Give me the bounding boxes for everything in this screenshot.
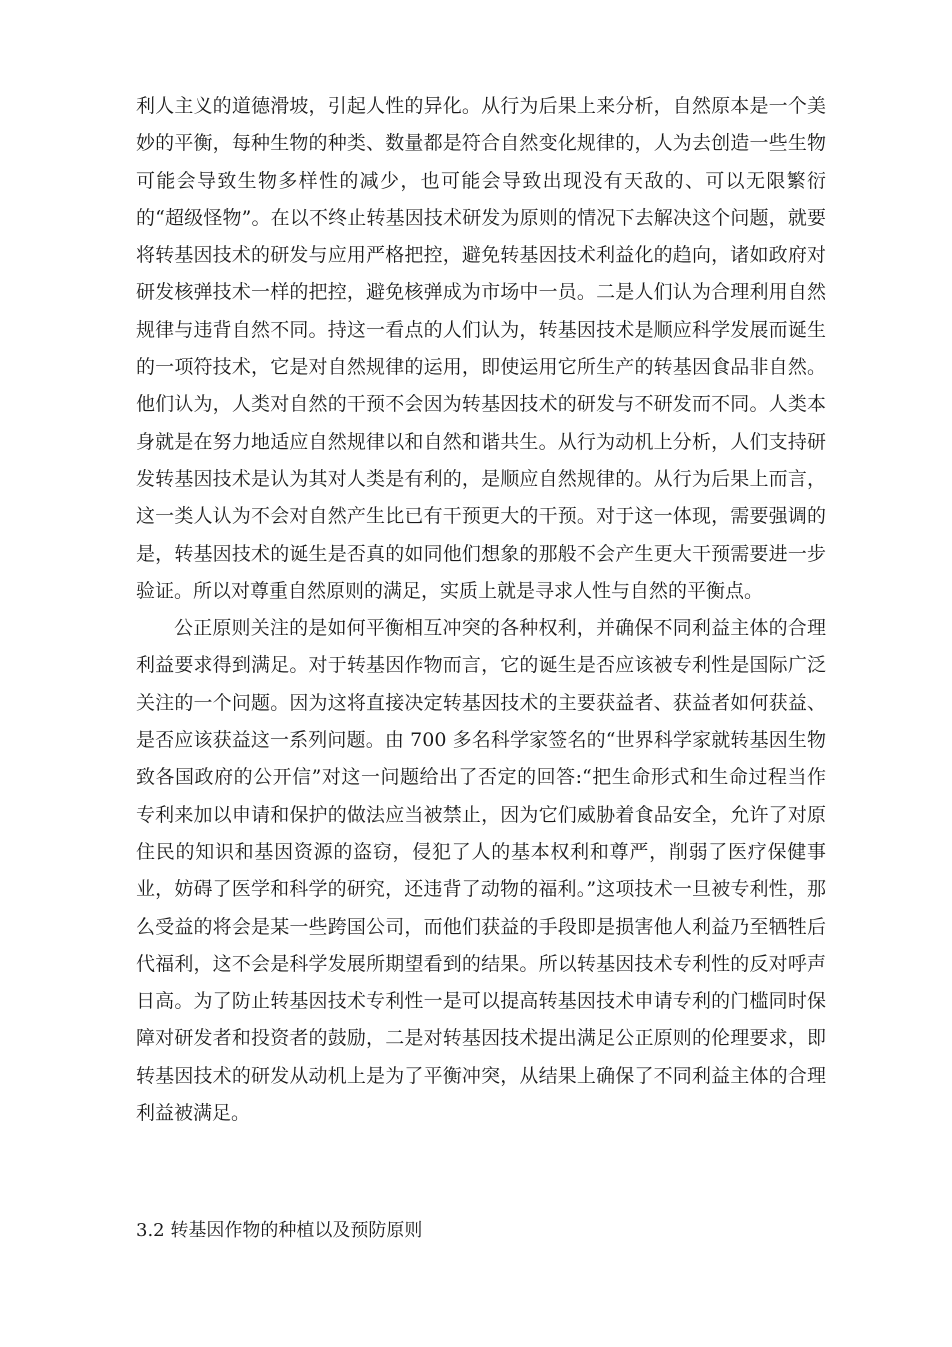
section-heading: 3.2 转基因作物的种植以及预防原则 xyxy=(136,1220,423,1241)
paragraph-justice-principle: 公正原则关注的是如何平衡相互冲突的各种权利，并确保不同利益主体的合理利益要求得到满足。对于转基因作物而言，它的诞生是否应该被专利性是国际广泛关注的一个问题。因为这将直接决定转基因技术的主要获益者、获益者如何获益、是否应该获益这一系列问题。由 700 多名科学家签名的“世界科学家就转基因生物致各国政府的公开信”对这一问题给出了否定的回答:“把生命形式和生命过程当作专利来加以申请和保护的做法应当被禁止，因为它们威胁着食品安全，允许了对原住民的知识和基因资源的盗窃，侵犯了人的基本权利和尊严，削弱了医疗保健事业，妨碍了医学和科学的研究，还违背了动物的福利。”这项技术一旦被专利性，那么受益的将会是某一些跨国公司，而他们获益的手段即是损害他人利益乃至牺牲后代福利，这不会是科学发展所期望看到的结果。所以转基因技术专利性的反对呼声日高。为了防止转基因技术专利性一是可以提高转基因技术申请专利的门槛同时保障对研发者和投资者的鼓励，二是对转基因技术提出满足公正原则的伦理要求，即转基因技术的研发从动机上是为了平衡冲突，从结果上确保了不同利益主体的合理利益被满足。 xyxy=(136,617,826,1125)
paragraph-respect-nature: 利人主义的道德滑坡，引起人性的异化。从行为后果上来分析，自然原本是一个美妙的平衡，每种生物的种类、数量都是符合自然变化规律的，人为去创造一些生物可能会导致生物多样性的减少，也可能会导致出现没有天敌的、可以无限繁衍的“超级怪物”。在以不终止转基因技术研发为原则的情况下去解决这个问题，就要将转基因技术的研发与应用严格把控，避免转基因技术利益化的趋向，诸如政府对研发核弹技术一样的把控，避免核弹成为市场中一员。二是人们认为合理利用自然规律与违背自然不同。持这一看点的人们认为，转基因技术是顺应科学发展而诞生的一项符技术，它是对自然规律的运用，即使运用它所生产的转基因食品非自然。他们认为，人类对自然的干预不会因为转基因技术的研发与不研发而不同。人类本身就是在努力地适应自然规律以和自然和谐共生。从行为动机上分析，人们支持研发转基因技术是认为其对人类是有利的，是顺应自然规律的。从行为后果上而言，这一类人认为不会对自然产生比已有干预更大的干预。对于这一体现，需要强调的是，转基因技术的诞生是否真的如同他们想象的那般不会产生更大干预需要进一步验证。所以对尊重自然原则的满足，实质上就是寻求人性与自然的平衡点。 xyxy=(136,95,826,602)
body-text xyxy=(136,88,826,1132)
